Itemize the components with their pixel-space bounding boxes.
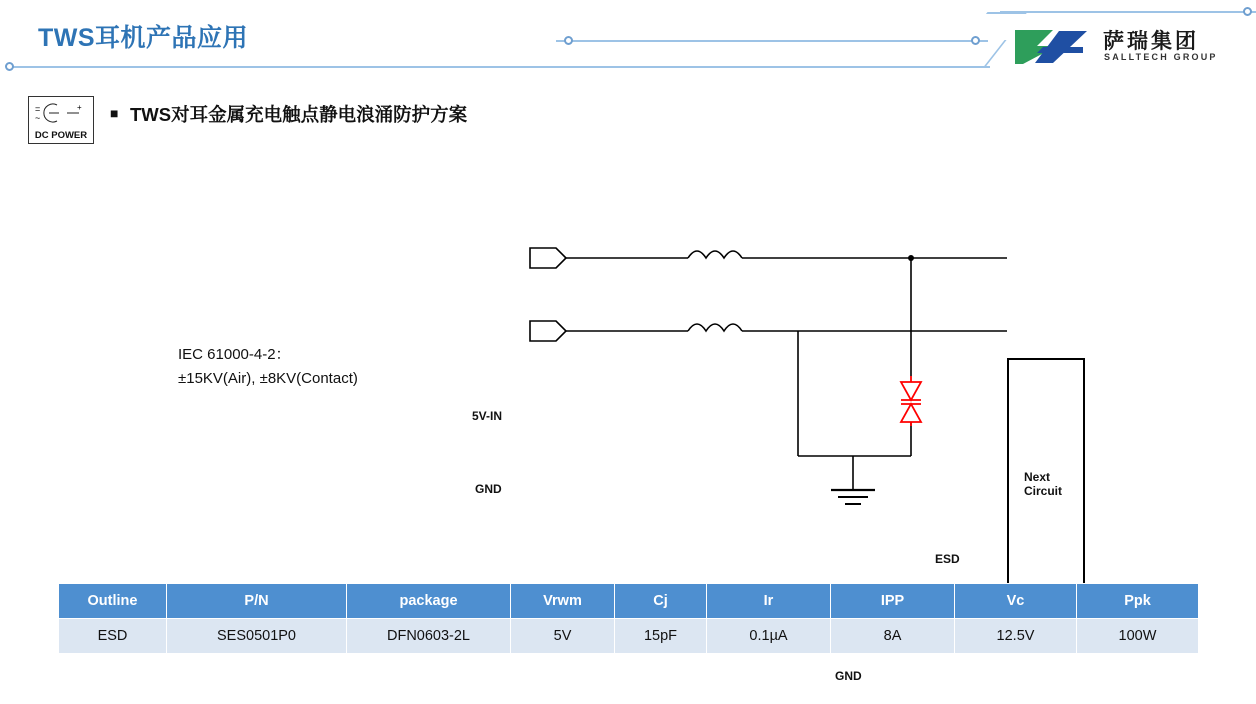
slide-header — [0, 0, 1256, 80]
table-cell: 15pF — [615, 619, 707, 654]
decor-node-icon — [5, 62, 14, 71]
pin-label-gnd: GND — [475, 482, 502, 496]
spec-table — [58, 583, 1199, 654]
table-cell: 8A — [831, 619, 955, 654]
header-decor-line-top-right — [1000, 11, 1256, 13]
table-header-cell: IPP — [831, 584, 955, 619]
logo-company-name: 萨瑞集团 — [1103, 30, 1199, 53]
table-cell: ESD — [59, 619, 167, 654]
table-header-cell: Outline — [59, 584, 167, 619]
header-decor-line-top — [556, 40, 988, 42]
next-circuit-label-line2: Circuit — [1024, 484, 1063, 498]
table-header-row — [59, 584, 1199, 619]
ground-label: GND — [835, 669, 862, 683]
table-header-cell: P/N — [167, 584, 347, 619]
spec-table-wrapper — [58, 583, 1198, 654]
table-cell: 100W — [1077, 619, 1199, 654]
table-header-cell: Ir — [707, 584, 831, 619]
dc-power-icon — [28, 96, 94, 144]
table-row — [59, 619, 1199, 654]
header-decor-line-bottom-diagonal — [961, 40, 1006, 67]
company-logo — [1013, 25, 1243, 69]
iec-note-line2: ±15KV(Air), ±8KV(Contact) — [178, 370, 358, 387]
table-header-cell: Cj — [615, 584, 707, 619]
inductor-gnd-icon — [688, 324, 742, 331]
connector-5v-icon — [530, 248, 566, 268]
svg-text:~: ~ — [35, 113, 41, 123]
connector-gnd-icon — [530, 321, 566, 341]
table-header-cell: Ppk — [1077, 584, 1199, 619]
iec-note-line1: IEC 61000-4-2： — [178, 346, 291, 363]
table-cell: 5V — [511, 619, 615, 654]
decor-node-icon — [1243, 7, 1252, 16]
next-circuit-label-line1: Next — [1024, 470, 1051, 484]
table-cell: SES0501P0 — [167, 619, 347, 654]
next-circuit-label — [1024, 470, 1084, 498]
table-header-cell: package — [347, 584, 511, 619]
svg-text:+: + — [77, 103, 82, 112]
decor-node-icon — [564, 36, 573, 45]
pin-label-5v: 5V-IN — [472, 409, 503, 423]
page-title: TWS耳机产品应用 — [38, 24, 249, 52]
table-cell: 12.5V — [955, 619, 1077, 654]
table-header-cell: Vrwm — [511, 584, 615, 619]
logo-mark-icon — [1013, 27, 1091, 67]
logo-company-sub: SALLTECH GROUP — [1104, 52, 1218, 62]
decor-node-icon — [971, 36, 980, 45]
table-cell: DFN0603-2L — [347, 619, 511, 654]
section-title: TWS对耳金属充电触点静电浪涌防护方案 — [130, 104, 468, 125]
table-cell: 0.1µA — [707, 619, 831, 654]
iec-standard-note — [178, 343, 358, 391]
inductor-5v-icon — [688, 251, 742, 258]
esd-diode-icon — [901, 376, 921, 426]
header-decor-line-bottom — [10, 66, 990, 68]
section-bullet-icon: ■ — [110, 105, 119, 121]
esd-label: ESD — [935, 552, 960, 566]
dc-power-label: DC POWER — [34, 130, 88, 141]
table-header-cell: Vc — [955, 584, 1077, 619]
svg-text:=: = — [35, 104, 41, 114]
dc-power-symbol-icon — [33, 99, 91, 129]
